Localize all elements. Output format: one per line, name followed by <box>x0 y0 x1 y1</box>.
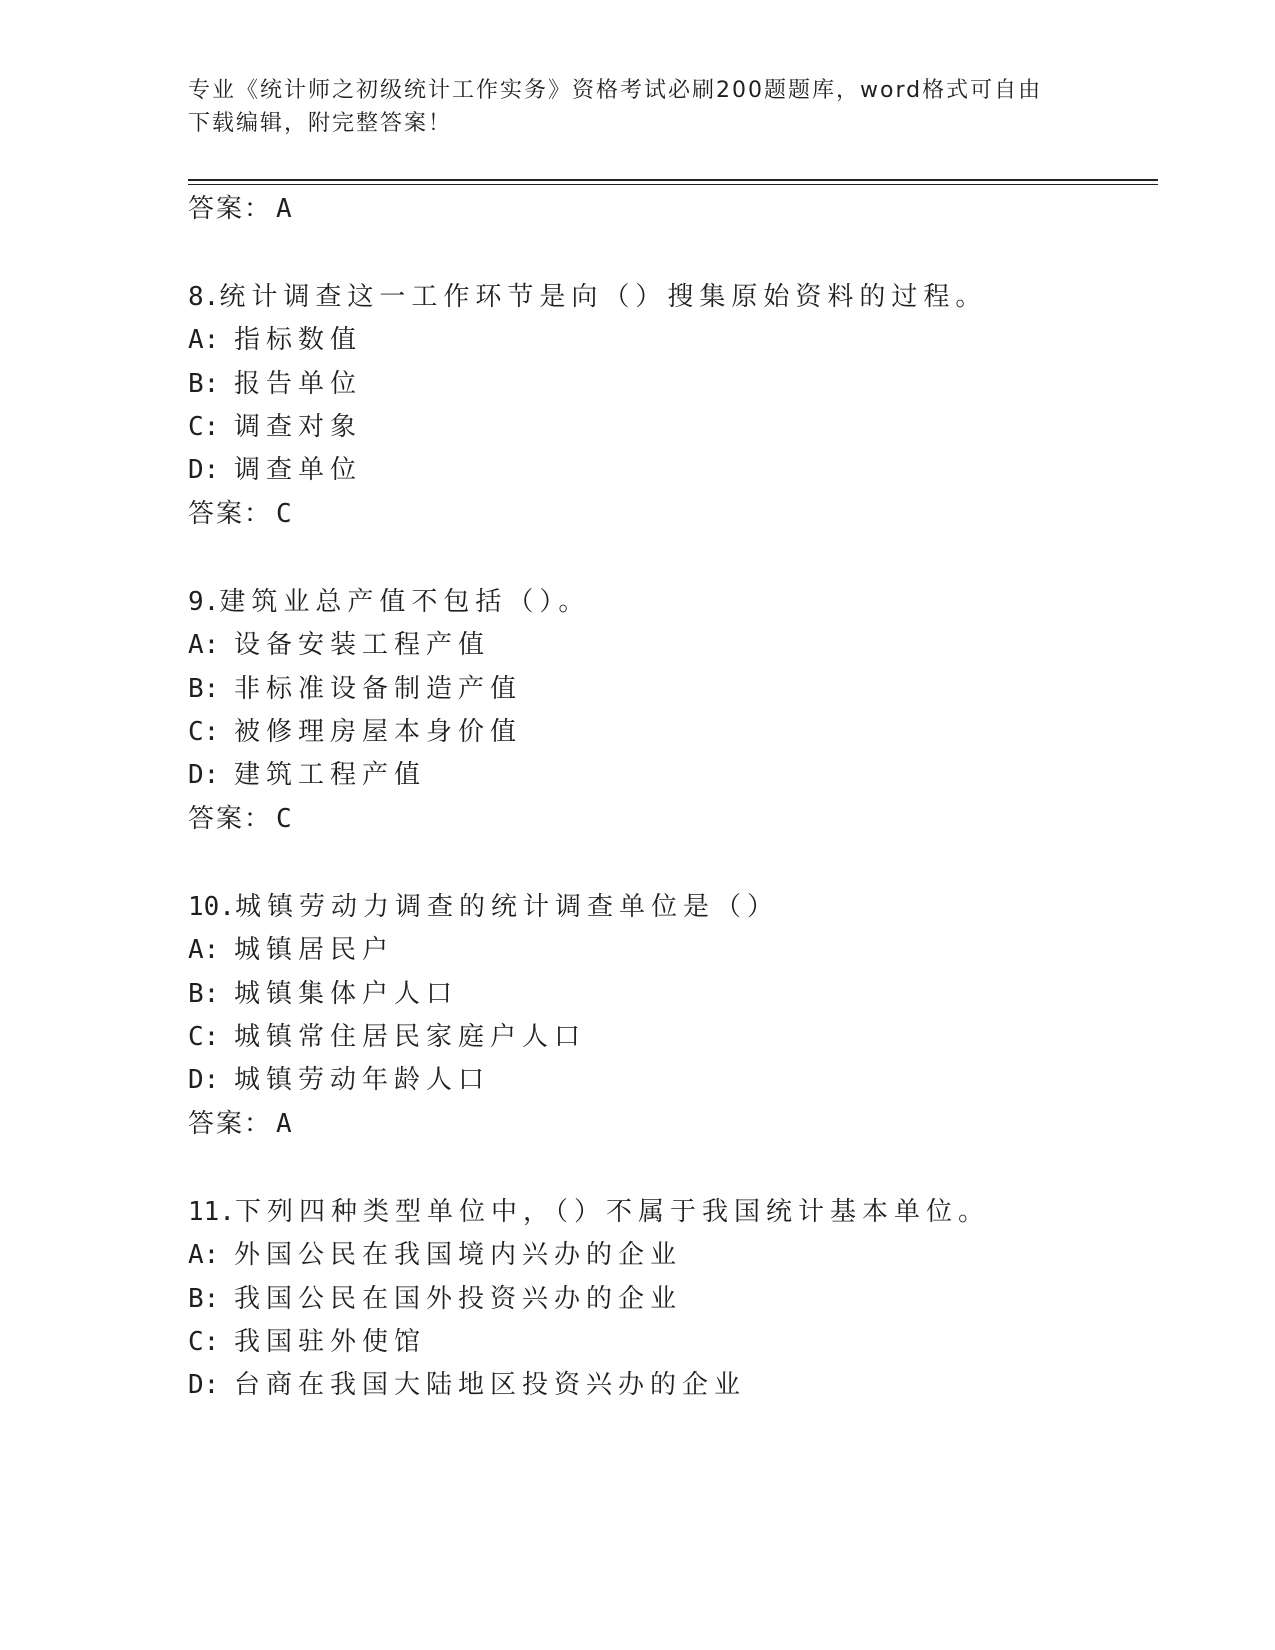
option-letter: B: <box>188 674 220 704</box>
option-letter: D: <box>188 760 220 790</box>
question-11-option-c <box>188 1325 426 1359</box>
option-letter: B: <box>188 979 220 1009</box>
question-10-option-c <box>188 1020 586 1054</box>
answer-label: 答案： <box>188 804 273 834</box>
question-number: 11. <box>188 1197 235 1227</box>
question-9-stem <box>188 585 590 619</box>
option-letter: A: <box>188 325 220 355</box>
option-letter: B: <box>188 1284 220 1314</box>
option-text: 城镇集体户人口 <box>234 979 459 1009</box>
question-11-stem <box>188 1195 990 1229</box>
option-letter: A: <box>188 935 220 965</box>
option-letter: A: <box>188 1240 220 1270</box>
answer-label: 答案： <box>188 194 273 224</box>
question-9-answer <box>188 802 292 836</box>
question-8-stem <box>188 280 987 314</box>
option-text: 建筑工程产值 <box>234 760 427 790</box>
document-header <box>188 74 1088 140</box>
question-8-option-a <box>188 323 362 357</box>
question-11-option-d <box>188 1368 746 1402</box>
question-9-option-d <box>188 758 426 792</box>
question-number: 8. <box>188 282 220 312</box>
question-8-option-c <box>188 410 362 444</box>
question-11-option-a <box>188 1238 682 1272</box>
option-text: 调查单位 <box>234 455 363 485</box>
option-text: 外国公民在我国境内兴办的企业 <box>234 1240 683 1270</box>
option-text: 被修理房屋本身价值 <box>234 717 523 747</box>
question-text: 统计调查这一工作环节是向（）搜集原始资料的过程。 <box>219 282 988 312</box>
question-10-stem <box>188 890 779 924</box>
question-8-option-b <box>188 367 362 401</box>
option-text: 指标数值 <box>234 325 363 355</box>
option-text: 我国驻外使馆 <box>234 1327 427 1357</box>
answer-label: 答案： <box>188 499 273 529</box>
question-8-option-d <box>188 453 362 487</box>
option-letter: B: <box>188 369 220 399</box>
option-letter: C: <box>188 1327 220 1357</box>
header-line-2: 下载编辑，附完整答案！ <box>188 111 453 136</box>
header-divider <box>188 179 1158 181</box>
option-text: 非标准设备制造产值 <box>234 674 523 704</box>
question-9-option-b <box>188 672 522 706</box>
option-text: 台商在我国大陆地区投资兴办的企业 <box>234 1370 747 1400</box>
question-10-option-b <box>188 977 458 1011</box>
option-letter: D: <box>188 1370 220 1400</box>
option-text: 调查对象 <box>234 412 363 442</box>
option-text: 设备安装工程产值 <box>234 630 491 660</box>
question-10-option-a <box>188 933 394 967</box>
answer-value: C <box>276 804 292 834</box>
question-8-answer <box>188 497 292 531</box>
option-text: 我国公民在国外投资兴办的企业 <box>234 1284 683 1314</box>
answer-value: C <box>276 499 292 529</box>
option-text: 城镇居民户 <box>234 935 395 965</box>
option-letter: D: <box>188 455 220 485</box>
answer-line-prev <box>188 192 292 226</box>
header-line-1: 专业《统计师之初级统计工作实务》资格考试必刷200题题库，word格式可自由 <box>188 78 1043 103</box>
question-9-option-c <box>188 715 522 749</box>
question-number: 10. <box>188 892 235 922</box>
question-text: 建筑业总产值不包括（）。 <box>219 587 591 617</box>
question-number: 9. <box>188 587 220 617</box>
option-text: 城镇劳动年龄人口 <box>234 1065 491 1095</box>
question-text: 下列四种类型单位中，（）不属于我国统计基本单位。 <box>234 1197 990 1227</box>
option-letter: C: <box>188 412 220 442</box>
question-11-option-b <box>188 1282 682 1316</box>
option-letter: C: <box>188 717 220 747</box>
question-9-option-a <box>188 628 490 662</box>
question-text: 城镇劳动力调查的统计调查单位是（） <box>234 892 779 922</box>
question-10-answer <box>188 1107 292 1141</box>
option-letter: C: <box>188 1022 220 1052</box>
question-10-option-d <box>188 1063 490 1097</box>
option-letter: D: <box>188 1065 220 1095</box>
header-divider-thin <box>188 184 1158 185</box>
answer-value: A <box>276 194 292 224</box>
option-letter: A: <box>188 630 220 660</box>
option-text: 城镇常住居民家庭户人口 <box>234 1022 587 1052</box>
answer-label: 答案： <box>188 1109 273 1139</box>
answer-value: A <box>276 1109 292 1139</box>
option-text: 报告单位 <box>234 369 363 399</box>
